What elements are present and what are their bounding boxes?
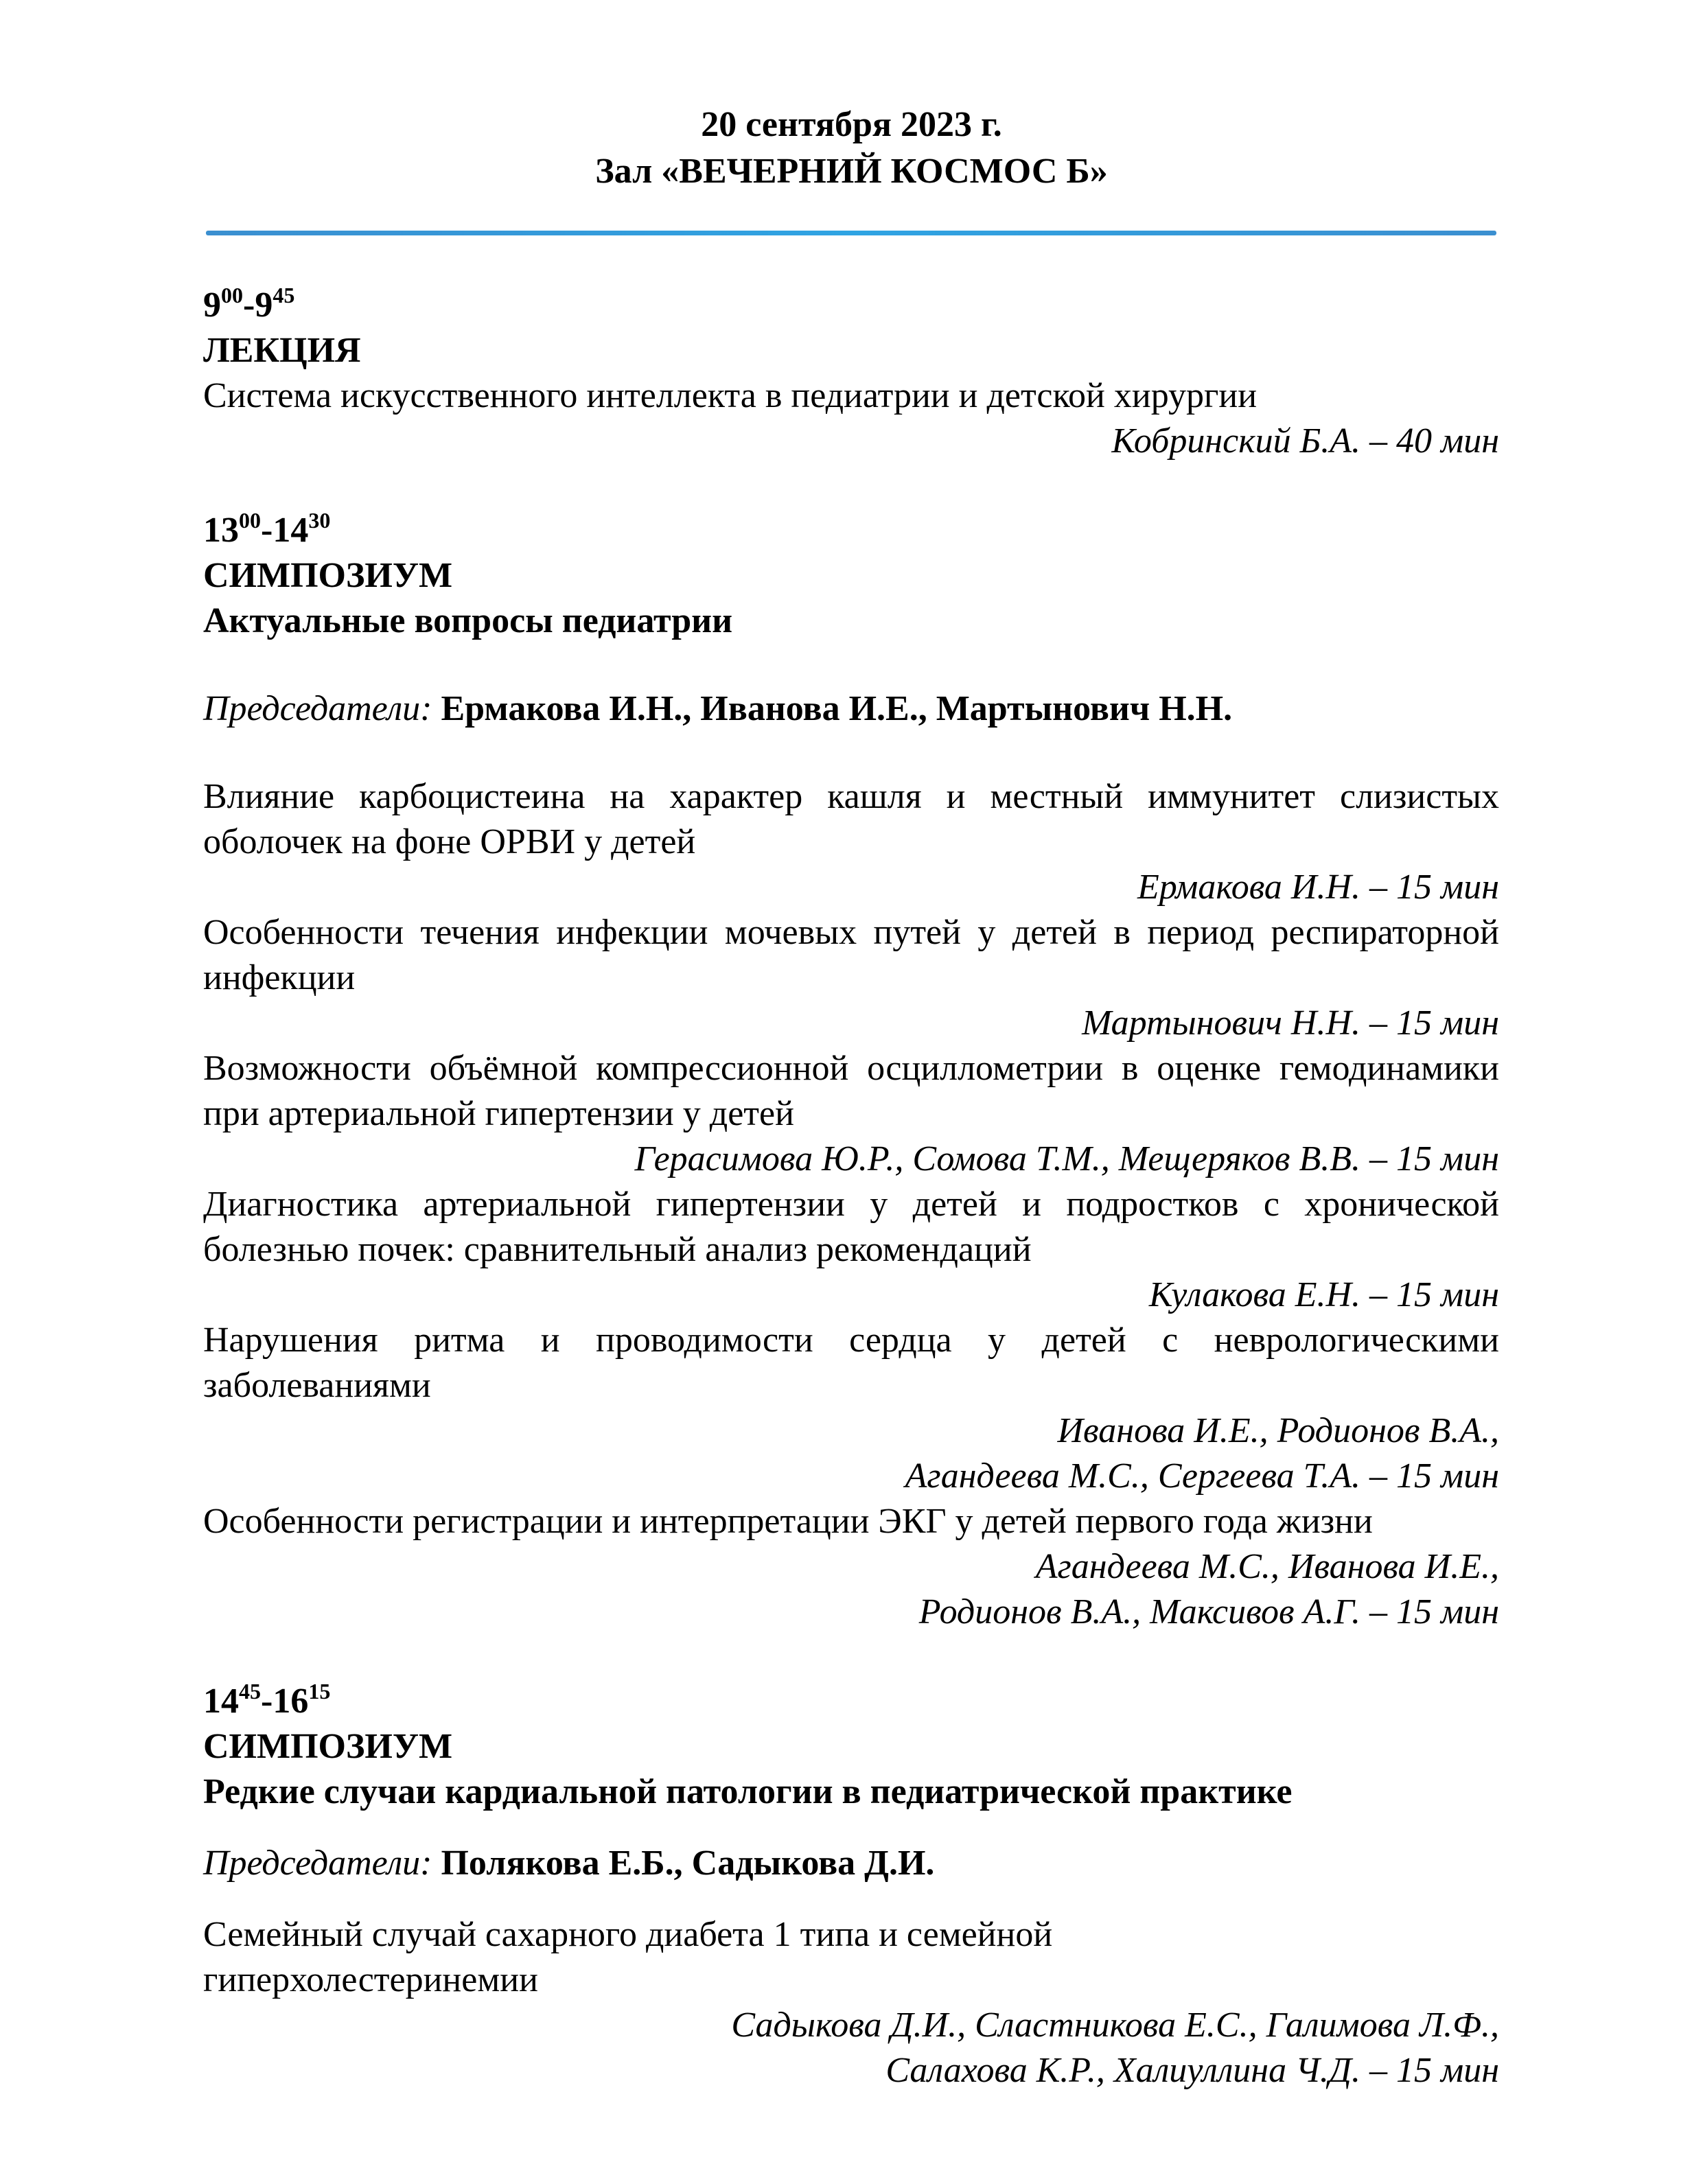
session-lecture bbox=[203, 283, 1499, 464]
chairs-label: Председатели: bbox=[203, 1844, 432, 1883]
session-kind: СИМПОЗИУМ bbox=[203, 1727, 453, 1766]
session-time: $9^{00}-9^{45}$ bbox=[203, 283, 295, 325]
program-date: 20 сентября 2023 г. bbox=[701, 105, 1002, 144]
chairs-names: Ермакова И.Н., Иванова И.Е., Мартынович Н.Н. bbox=[441, 689, 1233, 728]
session-symposium-pediatrics bbox=[203, 508, 1499, 1635]
chairs-names: Полякова Е.Б., Садыкова Д.И. bbox=[441, 1844, 935, 1883]
talk-authors: Салахова К.Р., Халиуллина Ч.Д. – 15 мин bbox=[885, 2051, 1499, 2090]
talk-topic: Диагностика артериальной гипертензии у детей и подростков с хронической болезнью почек: сравнительный анализ рекомендаций bbox=[203, 1185, 1499, 1269]
session-time: $14^{45}-16^{15}$ bbox=[203, 1679, 331, 1721]
session-symposium-cardiology bbox=[203, 1679, 1499, 2093]
talk-topic: Особенности течения инфекции мочевых путей у детей в период респираторной инфекции bbox=[203, 913, 1499, 997]
session-title: Редкие случаи кардиальной патологии в педиатрической практике bbox=[203, 1772, 1293, 1811]
talk-authors: Герасимова Ю.Р., Сомова Т.М., Мещеряков В.В. – 15 мин bbox=[634, 1139, 1499, 1178]
session-title: Актуальные вопросы педиатрии bbox=[203, 601, 733, 640]
talk-authors: Садыкова Д.И., Сластникова Е.С., Галимова Л.Ф., bbox=[731, 2006, 1499, 2045]
session-kind: ЛЕКЦИЯ bbox=[203, 331, 361, 370]
session-kind: СИМПОЗИУМ bbox=[203, 556, 453, 595]
talk-authors: Родионов В.А., Максивов А.Г. – 15 мин bbox=[918, 1592, 1499, 1631]
header-divider bbox=[206, 231, 1496, 235]
session-time: $13^{00}-14^{30}$ bbox=[203, 508, 331, 550]
talk-topic: Влияние карбоцистеина на характер кашля и местный иммунитет слизистых оболочек на фоне ОРВИ у детей bbox=[203, 777, 1499, 861]
talk-topic: Система искусственного интеллекта в педиатрии и детской хирургии bbox=[203, 376, 1258, 415]
talk-authors: Кулакова Е.Н. – 15 мин bbox=[1148, 1275, 1499, 1314]
talk-topic: Нарушения ритма и проводимости сердца у детей с неврологическими заболеваниями bbox=[203, 1321, 1499, 1405]
hall-name: Зал «ВЕЧЕРНИЙ КОСМОС Б» bbox=[595, 152, 1108, 191]
talk-authors: Агандеева М.С., Сергеева Т.А. – 15 мин bbox=[905, 1456, 1499, 1496]
talk-authors: Иванова И.Е., Родионов В.А., bbox=[1057, 1411, 1499, 1450]
talk-topic: Возможности объёмной компрессионной осциллометрии в оценке гемодинамики при артериальной гипертензии у детей bbox=[203, 1049, 1499, 1133]
chairs-label: Председатели: bbox=[203, 689, 432, 728]
talk-topic: Особенности регистрации и интерпретации ЭКГ у детей первого года жизни bbox=[203, 1502, 1373, 1541]
talk-authors: Мартынович Н.Н. – 15 мин bbox=[1082, 1003, 1499, 1043]
talk-authors: Кобринский Б.А. – 40 мин bbox=[1111, 421, 1499, 461]
program-content bbox=[203, 283, 1499, 2093]
talk-topic: Семейный случай сахарного диабета 1 типа и семейной bbox=[203, 1915, 1053, 1954]
talk-authors: Агандеева М.С., Иванова И.Е., bbox=[1035, 1547, 1499, 1586]
session-chairs bbox=[203, 686, 1499, 732]
talk-topic: гиперхолестеринемии bbox=[203, 1960, 538, 1999]
talk-authors: Ермакова И.Н. – 15 мин bbox=[1137, 868, 1499, 907]
session-chairs bbox=[203, 1841, 1499, 1886]
